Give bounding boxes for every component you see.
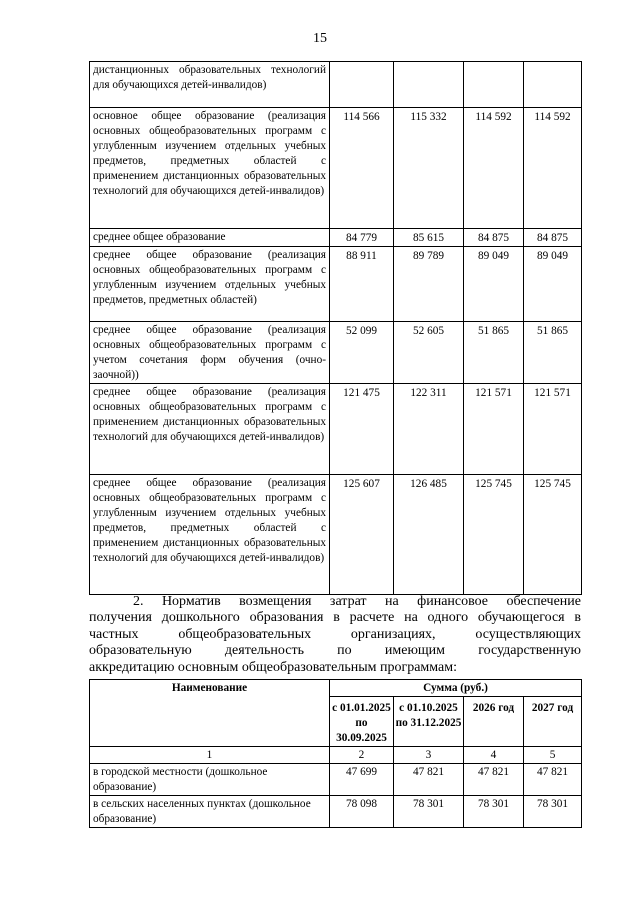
row-value (524, 62, 582, 108)
table-row (90, 796, 582, 828)
table-row (90, 322, 582, 384)
row-value: 114 592 (464, 108, 524, 229)
row-value: 114 592 (524, 108, 582, 229)
row-value: 88 911 (330, 247, 394, 322)
table-row (90, 764, 582, 796)
row-value: 52 605 (394, 322, 464, 384)
row-value: 125 745 (524, 475, 582, 595)
row-value: 51 865 (524, 322, 582, 384)
column-number: 1 (90, 747, 330, 764)
subheader-period-2: с 01.10.2025 по 31.12.2025 (394, 697, 464, 747)
header-sum: Сумма (руб.) (330, 680, 582, 697)
row-value: 78 301 (524, 796, 582, 828)
row-value: 84 875 (464, 229, 524, 247)
row-name: среднее общее образование (реализация основных общеобразовательных программ с углубленным изучением отдельных учебных предметов, предметных областей) (90, 247, 330, 322)
preschool-costs-table (89, 679, 582, 828)
row-value: 51 865 (464, 322, 524, 384)
row-value: 114 566 (330, 108, 394, 229)
subheader-2026: 2026 год (464, 697, 524, 747)
subheader-period-1: с 01.01.2025 по 30.09.2025 (330, 697, 394, 747)
subheader-2027: 2027 год (524, 697, 582, 747)
header-name: Наименование (90, 680, 330, 747)
table-row (90, 108, 582, 229)
row-value: 47 821 (524, 764, 582, 796)
row-name: среднее общее образование (реализация основных общеобразовательных программ с углубленным изучением отдельных учебных предметов, предметных областей с применением дистанционных образовательных технологий для обучающихся детей-инвалидов) (90, 475, 330, 595)
row-name: среднее общее образование (90, 229, 330, 247)
row-value: 47 699 (330, 764, 394, 796)
table-row (90, 229, 582, 247)
row-value: 89 789 (394, 247, 464, 322)
row-value: 121 475 (330, 384, 394, 475)
row-value (330, 62, 394, 108)
column-number: 5 (524, 747, 582, 764)
row-value: 47 821 (394, 764, 464, 796)
paragraph-line: образовательную деятельность по имеющим государственную (89, 643, 581, 659)
page-number: 15 (313, 31, 327, 46)
row-value: 121 571 (524, 384, 582, 475)
row-name: дистанционных образовательных технологий для обучающихся детей-инвалидов) (90, 62, 330, 108)
row-value: 89 049 (464, 247, 524, 322)
row-value: 78 301 (394, 796, 464, 828)
paragraph-line: 2. Норматив возмещения затрат на финансовое обеспечение (133, 594, 581, 609)
row-name: среднее общее образование (реализация основных общеобразовательных программ с учетом сочетания форм обучения (очно-заочной)) (90, 322, 330, 384)
row-value: 85 615 (394, 229, 464, 247)
row-value: 78 098 (330, 796, 394, 828)
paragraph-2 (89, 594, 581, 676)
paragraph-line: частных общеобразовательных организациях, осуществляющих (89, 626, 581, 642)
row-value: 125 745 (464, 475, 524, 595)
row-value: 122 311 (394, 384, 464, 475)
table-row (90, 475, 582, 595)
column-number: 2 (330, 747, 394, 764)
table-row (90, 247, 582, 322)
row-value: 121 571 (464, 384, 524, 475)
table-row (90, 384, 582, 475)
column-number: 4 (464, 747, 524, 764)
paragraph-line: аккредитацию основным общеобразовательным программам: (89, 659, 458, 675)
row-name: среднее общее образование (реализация основных общеобразовательных программ с применением дистанционных образовательных технологий для обучающихся детей-инвалидов) (90, 384, 330, 475)
row-value: 89 049 (524, 247, 582, 322)
row-value: 126 485 (394, 475, 464, 595)
costs-table-continued (89, 61, 582, 595)
paragraph-line: получения дошкольного образования в расчете на одного обучающегося в (89, 610, 581, 626)
row-name: в городской местности (дошкольное образование) (90, 764, 330, 796)
row-value (464, 62, 524, 108)
row-value: 52 099 (330, 322, 394, 384)
row-value (394, 62, 464, 108)
row-value: 47 821 (464, 764, 524, 796)
row-name: основное общее образование (реализация основных общеобразовательных программ с углубленным изучением отдельных учебных предметов, предметных областей с применением дистанционных образовательных технологий для обучающихся детей-инвалидов) (90, 108, 330, 229)
row-name: в сельских населенных пунктах (дошкольное образование) (90, 796, 330, 828)
row-value: 84 875 (524, 229, 582, 247)
column-number: 3 (394, 747, 464, 764)
row-value: 125 607 (330, 475, 394, 595)
table-row (90, 62, 582, 108)
row-value: 84 779 (330, 229, 394, 247)
row-value: 115 332 (394, 108, 464, 229)
row-value: 78 301 (464, 796, 524, 828)
